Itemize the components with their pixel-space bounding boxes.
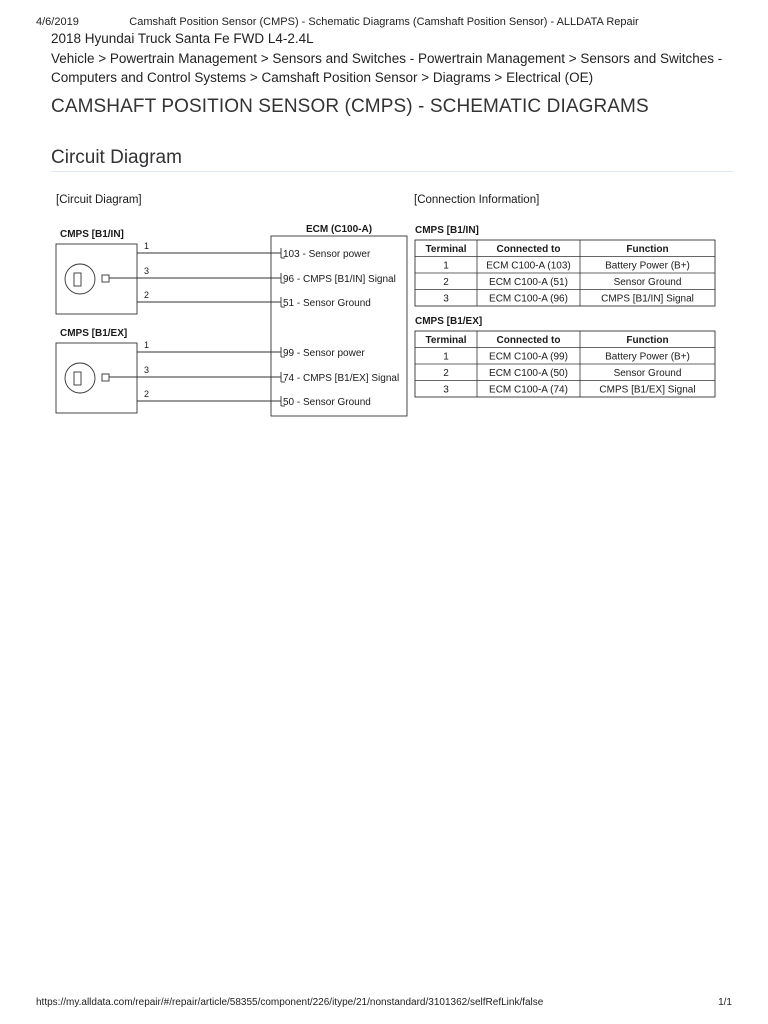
print-header-title: Camshaft Position Sensor (CMPS) - Schematic Diagrams (Camshaft Position Sensor) - ALLDATA Repair — [129, 16, 639, 28]
table-cell-b1-ex-0-2: Battery Power (B+) — [605, 351, 690, 363]
ecm-pin-label-b1-ex-2: 50 - Sensor Ground — [283, 397, 371, 408]
table-cell-b1-in-0-1: ECM C100-A (103) — [486, 260, 571, 272]
ecm-pin-label-b1-ex-3: 74 - CMPS [B1/EX] Signal — [283, 373, 400, 384]
footer-url[interactable]: https://my.alldata.com/repair/#/repair/article/58355/component/226/itype/21/nonstandard/3101362/selfRefLink/false — [36, 997, 544, 1008]
sensor-box-b1-in — [56, 244, 137, 314]
sensor-element-b1-in — [74, 273, 81, 286]
sensor-symbol-b1-ex — [65, 363, 95, 393]
sensor-symbol-b1-in — [65, 264, 95, 294]
table-cell-b1-in-1-2: Sensor Ground — [613, 277, 682, 288]
vehicle-info: 2018 Hyundai Truck Santa Fe FWD L4-2.4L — [51, 31, 314, 46]
ecm-pin-label-b1-in-2: 51 - Sensor Ground — [283, 298, 371, 309]
table-cell-b1-in-1-0: 2 — [443, 277, 449, 288]
table-header-b1-ex-2: Function — [626, 335, 669, 346]
table-cell-b1-in-0-2: Battery Power (B+) — [605, 260, 690, 272]
connection-info-label: [Connection Information] — [414, 194, 540, 206]
page-title: CAMSHAFT POSITION SENSOR (CMPS) - SCHEMATIC DIAGRAMS — [51, 96, 649, 117]
wire-pin-label-b1-in-2: 2 — [144, 290, 150, 300]
table-header-b1-ex-0: Terminal — [425, 335, 467, 346]
section-title: Circuit Diagram — [51, 147, 182, 168]
wire-pin-label-b1-in-1: 1 — [144, 241, 150, 251]
table-cell-b1-ex-2-2: CMPS [B1/EX] Signal — [599, 384, 696, 396]
table-cell-b1-in-2-0: 3 — [443, 293, 449, 305]
circuit-diagram-label: [Circuit Diagram] — [56, 194, 142, 206]
page-number: 1/1 — [718, 997, 732, 1008]
table-cell-b1-ex-1-1: ECM C100-A (50) — [489, 368, 568, 379]
wire-pin-label-b1-ex-3: 3 — [144, 365, 150, 375]
ecm-label: ECM (C100-A) — [305, 224, 373, 235]
table-cell-b1-in-1-1: ECM C100-A (51) — [489, 277, 568, 288]
sensor-label-b1-ex: CMPS [B1/EX] — [60, 328, 128, 339]
table-title-b1-ex: CMPS [B1/EX] — [415, 316, 483, 327]
sensor-terminal-b1-in — [102, 275, 109, 282]
table-cell-b1-in-0-0: 1 — [443, 260, 449, 272]
ecm-pin-label-b1-in-1: 103 - Sensor power — [283, 249, 371, 260]
table-cell-b1-ex-1-2: Sensor Ground — [613, 368, 682, 379]
wire-pin-label-b1-in-3: 3 — [144, 266, 150, 276]
table-title-b1-in: CMPS [B1/IN] — [415, 225, 479, 236]
table-cell-b1-in-2-2: CMPS [B1/IN] Signal — [601, 293, 694, 305]
wire-pin-label-b1-ex-1: 1 — [144, 340, 150, 350]
print-date: 4/6/2019 — [36, 16, 79, 28]
sensor-label-b1-in: CMPS [B1/IN] — [60, 229, 124, 240]
ecm-pin-label-b1-ex-1: 99 - Sensor power — [283, 348, 365, 359]
section-divider — [51, 171, 733, 172]
ecm-box — [271, 236, 407, 416]
sensor-element-b1-ex — [74, 372, 81, 385]
table-header-b1-in-1: Connected to — [496, 244, 561, 255]
breadcrumb[interactable]: Vehicle > Powertrain Management > Sensors and Switches - Powertrain Management > Sensors and Switches - Computers and Control Systems > Camshaft Position Sensor > Diagrams > Electrical (OE) — [51, 51, 723, 85]
wire-pin-label-b1-ex-2: 2 — [144, 389, 150, 399]
table-cell-b1-ex-0-1: ECM C100-A (99) — [489, 351, 568, 363]
table-cell-b1-ex-1-0: 2 — [443, 368, 449, 379]
table-header-b1-in-2: Function — [626, 244, 669, 255]
sensor-terminal-b1-ex — [102, 374, 109, 381]
sensor-box-b1-ex — [56, 343, 137, 413]
table-cell-b1-in-2-1: ECM C100-A (96) — [489, 293, 568, 305]
ecm-pin-label-b1-in-3: 96 - CMPS [B1/IN] Signal — [283, 274, 396, 285]
table-header-b1-ex-1: Connected to — [496, 335, 561, 346]
table-cell-b1-ex-2-1: ECM C100-A (74) — [489, 384, 568, 396]
table-cell-b1-ex-2-0: 3 — [443, 384, 449, 396]
table-header-b1-in-0: Terminal — [425, 244, 467, 255]
table-cell-b1-ex-0-0: 1 — [443, 351, 449, 363]
schematic-figure — [50, 186, 730, 426]
